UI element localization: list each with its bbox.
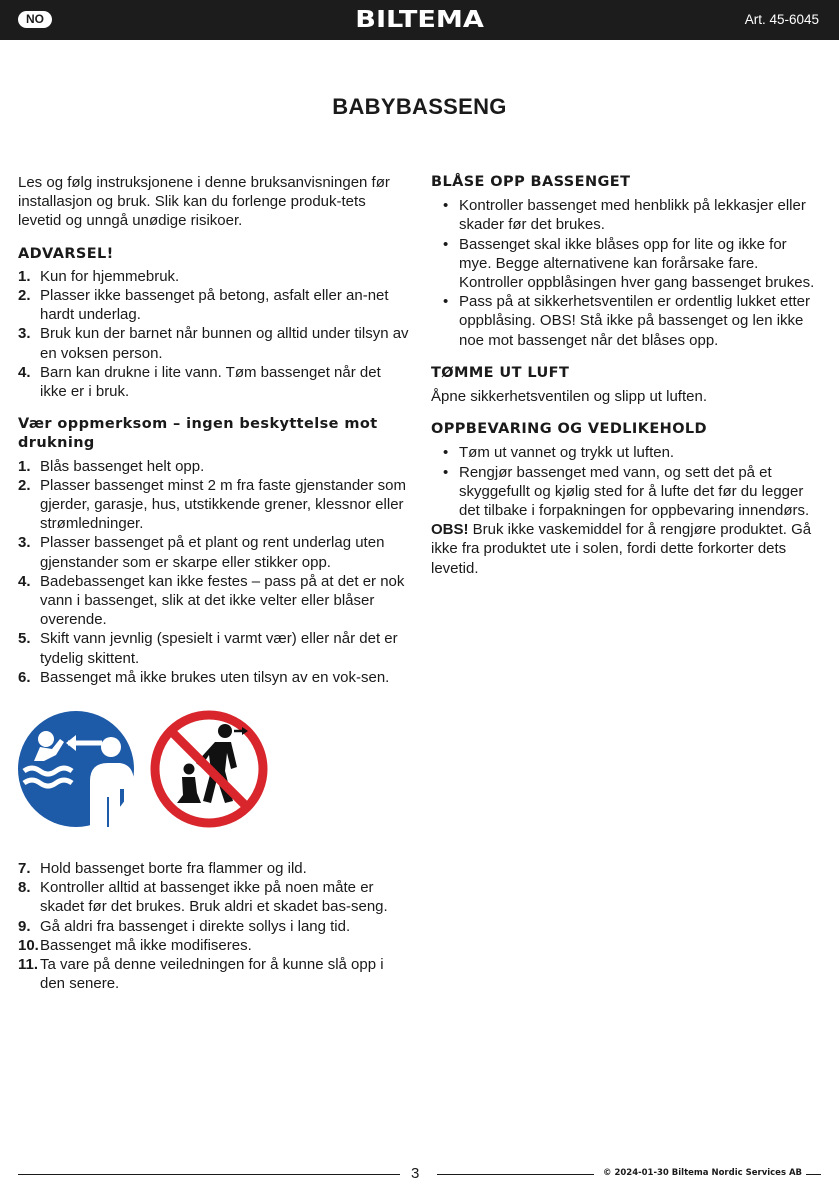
copyright-text: © 2024-01-30 Biltema Nordic Services AB	[603, 1168, 803, 1178]
list-item: • Pass på at sikkerhetsventilen er ordentlig lukket etter oppblåsing. OBS! Stå ikke på bassenget og len ikke noe mot bassenget når det blåses opp.	[443, 293, 811, 349]
no-unattended-child-icon	[149, 709, 269, 829]
footer-rule-right	[806, 1174, 821, 1175]
storage-heading: OPPBEVARING OG VEDLIKEHOLD	[431, 421, 707, 438]
list-item: 2. Plasser bassenget minst 2 m fra faste gjenstander som gjerder, garasje, hus, utstikkende grener, klessnor eller strømledninger.	[18, 476, 407, 533]
list-item: • Bassenget skal ikke blåses opp for lite og ikke for mye. Begge alternativene kan forårsake fare. Kontroller oppblåsingen hver gang bassenget brukes.	[443, 235, 815, 292]
note-text: OBS! Bruk ikke vaskemiddel for å rengjøre produktet. Gå ikke fra produktet ute i solen, fordi dette forkorter dets levetid.	[431, 521, 812, 577]
more-warnings-list	[18, 859, 410, 993]
brand-logo: BILTEMA	[355, 7, 484, 33]
article-number: Art. 45-6045	[744, 12, 819, 27]
list-item: 6. Bassenget må ikke brukes uten tilsyn av en vok-sen.	[18, 668, 390, 686]
list-item: 7. Hold bassenget borte fra flammer og ild.	[18, 860, 307, 878]
footer-rule-left	[18, 1174, 400, 1175]
supervision-mandatory-icon	[16, 709, 136, 829]
list-item: 4. Badebassenget kan ikke festes – pass på at det er nok vann i bassenget, slik at det ikke velter eller blåser overende.	[18, 572, 405, 629]
list-item: 5. Skift vann jevnlig (spesielt i varmt vær) eller når det er tydelig skittent.	[18, 630, 398, 667]
header-bar	[0, 0, 839, 40]
attention-heading: Vær oppmerksom – ingen beskyttelse mot drukning	[18, 416, 378, 452]
list-item: • Rengjør bassenget med vann, og sett det på et skyggefullt og kjølig sted for å lufte det før du legger det tilbake i forpakningen for oppbevaring innendørs.	[443, 463, 810, 520]
list-item: 1. Blås bassenget helt opp.	[18, 457, 205, 475]
deflate-text: Åpne sikkerhetsventilen og slipp ut luften.	[431, 388, 707, 406]
list-item: • Kontroller bassenget med henblikk på lekkasjer eller skader før det brukes.	[443, 197, 806, 234]
inflate-heading: BLÅSE OPP BASSENGET	[431, 174, 631, 190]
list-item: • Tøm ut vannet og trykk ut luften.	[443, 444, 675, 462]
list-item: 3. Bruk kun der barnet når bunnen og alltid under tilsyn av en voksen person.	[18, 325, 409, 362]
list-item: 4. Barn kan drukne i lite vann. Tøm bassenget når det ikke er i bruk.	[18, 363, 381, 401]
page-number: 3	[411, 1165, 420, 1182]
safety-icons	[18, 699, 410, 849]
warning-list	[18, 267, 410, 401]
right-column	[431, 173, 823, 578]
language-badge: NO	[18, 11, 52, 28]
list-item: 1. Kun for hjemmebruk.	[18, 267, 180, 285]
list-item: 3. Plasser bassenget på et plant og rent underlag uten gjenstander som er skarpe eller stikker opp.	[18, 534, 385, 571]
footer-rule-middle	[437, 1174, 594, 1175]
list-item: 10. Bassenget må ikke modifiseres.	[18, 936, 252, 954]
list-item: 8. Kontroller alltid at bassenget ikke på noen måte er skadet før det brukes. Bruk aldri et skadet bas-seng.	[18, 879, 388, 916]
left-column	[18, 173, 410, 994]
deflate-heading: TØMME UT LUFT	[431, 364, 570, 381]
intro-text: Les og følg instruksjonene i denne bruksanvisningen før installasjon og bruk. Slik kan du forlenge produk-tets levetid og unngå unødige risikoer.	[18, 174, 390, 230]
document-title: BABYBASSENG	[332, 94, 507, 119]
attention-list	[18, 457, 410, 687]
inflate-list	[431, 196, 823, 350]
list-item: 2. Plasser ikke bassenget på betong, asfalt eller an-net hardt underlag.	[18, 287, 389, 324]
storage-list	[431, 443, 823, 520]
note-label: OBS!	[431, 521, 469, 539]
warning-heading: ADVARSEL!	[18, 245, 114, 262]
list-item: 9. Gå aldri fra bassenget i direkte sollys i lang tid.	[18, 917, 351, 935]
list-item: 11. Ta vare på denne veiledningen for å kunne slå opp i den senere.	[18, 956, 384, 993]
